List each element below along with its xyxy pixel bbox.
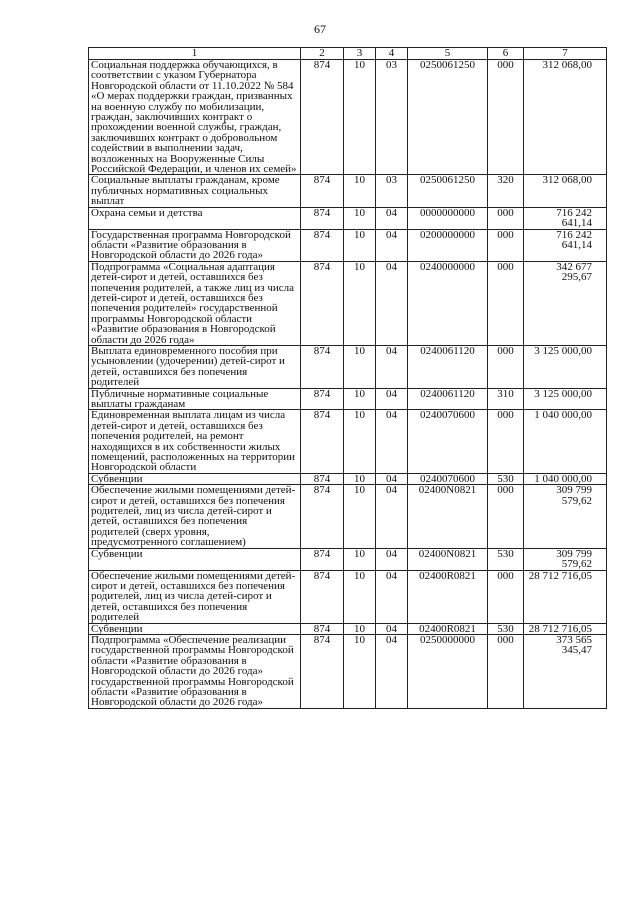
row-col3: 10 [344,623,376,634]
row-col3: 10 [344,345,376,388]
row-name: Социальные выплаты гражданам, кроме публичных нормативных социальных выплат [89,175,301,207]
page-number: 67 [314,22,326,36]
row-col5: 0240070600 [408,473,488,484]
row-col5: 0240061120 [408,345,488,388]
table-row [89,548,607,570]
row-col5: 02400N0821 [408,485,488,548]
row-col2: 874 [301,229,344,261]
row-col5: 0240061120 [408,388,488,410]
header-cell: 3 [344,48,376,60]
row-amount: 1 040 000,00 [524,473,607,484]
row-col6: 000 [488,410,524,473]
row-name: Субвенции [89,623,301,634]
row-col5: 0250061250 [408,60,488,175]
table-row [89,410,607,473]
row-col2: 874 [301,388,344,410]
row-col3: 10 [344,634,376,708]
table-row [89,207,607,229]
row-name: Обеспечение жилыми помещениями детей-сирот и детей, оставшихся без попечения родителей, лиц из числа детей-сирот и детей, оставшихся без попечения родителей [89,570,301,623]
row-col3: 10 [344,207,376,229]
row-col4: 04 [376,410,408,473]
row-col2: 874 [301,60,344,175]
row-col3: 10 [344,410,376,473]
row-col4: 03 [376,60,408,175]
row-col2: 874 [301,634,344,708]
row-amount: 716 242 641,14 [524,229,607,261]
header-cell: 6 [488,48,524,60]
row-col4: 04 [376,570,408,623]
row-col4: 04 [376,345,408,388]
row-col4: 04 [376,388,408,410]
row-col6: 000 [488,60,524,175]
table-row [89,485,607,548]
row-col3: 10 [344,485,376,548]
row-col3: 10 [344,175,376,207]
table-row [89,473,607,484]
row-col5: 0240000000 [408,261,488,345]
row-col2: 874 [301,207,344,229]
row-amount: 309 799 579,62 [524,485,607,548]
row-col6: 000 [488,485,524,548]
row-name: Обеспечение жилыми помещениями детей-сирот и детей, оставшихся без попечения родителей, лиц из числа детей-сирот и детей, оставшихся без попечения родителей (сверх уровня, предусмотренного соглашением) [89,485,301,548]
row-col2: 874 [301,175,344,207]
table-row [89,229,607,261]
row-col2: 874 [301,485,344,548]
row-col5: 0240070600 [408,410,488,473]
row-col4: 04 [376,473,408,484]
row-col4: 04 [376,207,408,229]
row-col6: 000 [488,345,524,388]
row-name: Субвенции [89,548,301,570]
row-col2: 874 [301,570,344,623]
table-row [89,345,607,388]
row-col4: 04 [376,485,408,548]
row-col4: 04 [376,634,408,708]
budget-table [88,47,607,709]
row-col2: 874 [301,261,344,345]
row-col5: 02400N0821 [408,548,488,570]
row-amount: 3 125 000,00 [524,345,607,388]
row-name: Публичные нормативные социальные выплаты гражданам [89,388,301,410]
row-col5: 02400R0821 [408,570,488,623]
row-amount: 1 040 000,00 [524,410,607,473]
row-col6: 000 [488,261,524,345]
row-name: Охрана семьи и детства [89,207,301,229]
header-cell: 5 [408,48,488,60]
row-amount: 373 565 345,47 [524,634,607,708]
row-col5: 0200000000 [408,229,488,261]
header-cell: 2 [301,48,344,60]
row-col6: 000 [488,570,524,623]
header-cell: 1 [89,48,301,60]
table-row [89,261,607,345]
row-col3: 10 [344,473,376,484]
row-col3: 10 [344,60,376,175]
row-col6: 000 [488,634,524,708]
row-col5: 0000000000 [408,207,488,229]
table-row [89,634,607,708]
row-name: Подпрограмма «Социальная адаптация детей-сирот и детей, оставшихся без попечения родителей, а также лиц из числа детей-сирот и детей, оставшихся без попечения родителей» государственной программы Новгородской области «Развитие образования в Новгородской области до 2026 года» [89,261,301,345]
table-row [89,60,607,175]
header-cell: 4 [376,48,408,60]
row-col4: 03 [376,175,408,207]
table-row [89,623,607,634]
row-amount: 342 677 295,67 [524,261,607,345]
row-col6: 320 [488,175,524,207]
row-col3: 10 [344,548,376,570]
row-col5: 0250061250 [408,175,488,207]
row-name: Выплата единовременного пособия при усыновлении (удочерении) детей-сирот и детей, оставшихся без попечения родителей [89,345,301,388]
row-name: Государственная программа Новгородской области «Развитие образования в Новгородской области до 2026 года» [89,229,301,261]
table-header-row [89,48,607,60]
row-name: Единовременная выплата лицам из числа детей-сирот и детей, оставшихся без попечения родителей, на ремонт находящихся в их собственности жилых помещений, расположенных на территории Новгородской области [89,410,301,473]
header-cell: 7 [524,48,607,60]
row-col4: 04 [376,261,408,345]
row-amount: 3 125 000,00 [524,388,607,410]
row-col6: 530 [488,548,524,570]
row-col3: 10 [344,229,376,261]
row-name: Субвенции [89,473,301,484]
row-col2: 874 [301,548,344,570]
row-col5: 02400R0821 [408,623,488,634]
row-col3: 10 [344,261,376,345]
row-name: Социальная поддержка обучающихся, в соответствии с указом Губернатора Новгородской области от 11.10.2022 № 584 «О мерах поддержки граждан, призванных на военную службу по мобилизации, граждан, заключивших контракт о прохождении военной службы, граждан, заключивших контракт о добровольном содействии в выполнении задач, возложенных на Вооруженные Силы Российской Федерации, и членов их семей» [89,60,301,175]
row-col5: 0250000000 [408,634,488,708]
table-row [89,175,607,207]
row-col3: 10 [344,570,376,623]
row-col4: 04 [376,229,408,261]
row-col2: 874 [301,410,344,473]
row-amount: 312 068,00 [524,175,607,207]
row-col3: 10 [344,388,376,410]
row-amount: 716 242 641,14 [524,207,607,229]
row-amount: 28 712 716,05 [524,570,607,623]
row-col6: 530 [488,473,524,484]
table-row [89,570,607,623]
row-amount: 309 799 579,62 [524,548,607,570]
row-col4: 04 [376,548,408,570]
row-col6: 530 [488,623,524,634]
row-col6: 310 [488,388,524,410]
row-amount: 312 068,00 [524,60,607,175]
row-col2: 874 [301,345,344,388]
row-col6: 000 [488,207,524,229]
row-col2: 874 [301,623,344,634]
row-col4: 04 [376,623,408,634]
table-row [89,388,607,410]
row-col2: 874 [301,473,344,484]
row-name: Подпрограмма «Обеспечение реализации государственной программы Новгородской области «Развитие образования в Новгородской области до 2026 года» государственной программы Новгородской области «Развитие образования в Новгородской области до 2026 года» [89,634,301,708]
row-col6: 000 [488,229,524,261]
row-amount: 28 712 716,05 [524,623,607,634]
